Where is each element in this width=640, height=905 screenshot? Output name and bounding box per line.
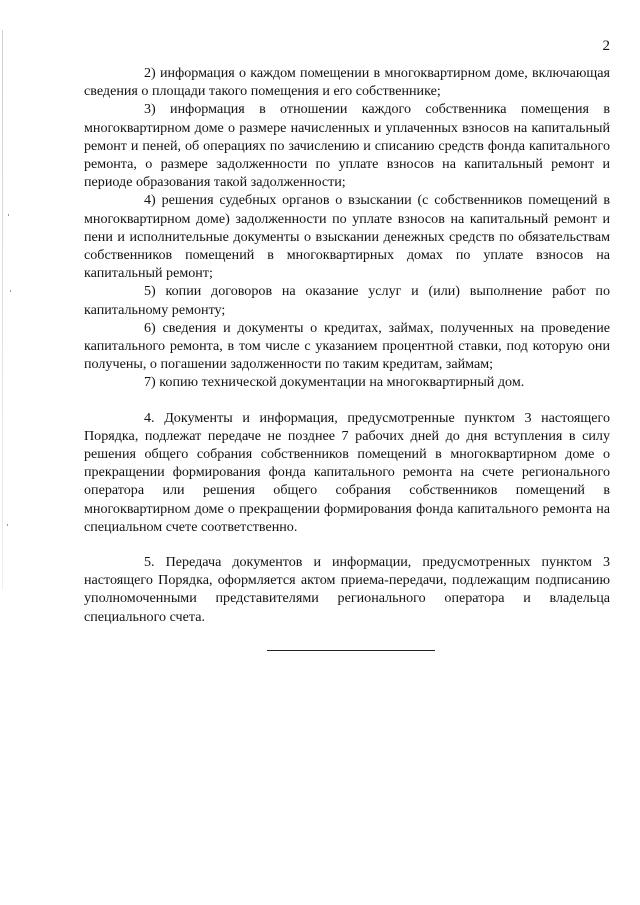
document-body bbox=[84, 64, 610, 626]
scan-speck bbox=[10, 290, 11, 292]
list-item-6: 6) сведения и документы о кредитах, займах, полученных на проведение капитального ремонта, в том числе с указанием процентной ставки, под которую они получены, о погашении задолженности по таким кредитам, займам; bbox=[84, 319, 610, 373]
clause-5: 5. Передача документов и информации, предусмотренных пунктом 3 настоящего Порядка, оформляется актом приема-передачи, подлежащим подписанию уполномоченными представителями регионального оператора и владельца специального счета. bbox=[84, 554, 610, 625]
scan-edge-line bbox=[2, 30, 3, 590]
list-item-4: 4) решения судебных органов о взыскании (с собственников помещений в многоквартирном доме) задолженности по уплате взносов на капитальный ремонт и пени и исполнительные документы о взыскании денежных средств по обязательствам собственников помещений в многоквартирных домах по уплате взносов на капитальный ремонт; bbox=[84, 192, 610, 282]
scan-speck bbox=[7, 524, 8, 526]
list-item-7: 7) копию технической документации на многоквартирный дом. bbox=[144, 374, 525, 391]
clause-4: 4. Документы и информация, предусмотренные пунктом 3 настоящего Порядка, подлежат передаче не позднее 7 рабочих дней до дня вступления в силу решения общего собрания собственников помещений в многоквартирном доме о прекращении формирования фонда капитального ремонта на счете регионального оператора или решения общего собрания собственников помещений в многоквартирном доме о прекращении формирования фонда капитального ремонта на специальном счете соответственно. bbox=[84, 409, 610, 535]
page-number: 2 bbox=[602, 38, 610, 54]
list-item-5: 5) копии договоров на оказание услуг и (или) выполнение работ по капитальному ремонту; bbox=[84, 283, 610, 318]
scan-speck bbox=[8, 214, 9, 216]
list-item-2: 2) информация о каждом помещении в многоквартирном доме, включающая сведения о площади такого помещения и его собственнике; bbox=[84, 65, 610, 100]
list-item-3: 3) информация в отношении каждого собственника помещения в многоквартирном доме о размере начисленных и уплаченных взносов на капитальный ремонт и пеней, об операциях по зачислению и списанию средств фонда капитального ремонта, о размере задолженности по уплате взносов на капитальный ремонт и периоде образования такой задолженности; bbox=[84, 101, 610, 191]
end-separator-line bbox=[267, 650, 435, 651]
